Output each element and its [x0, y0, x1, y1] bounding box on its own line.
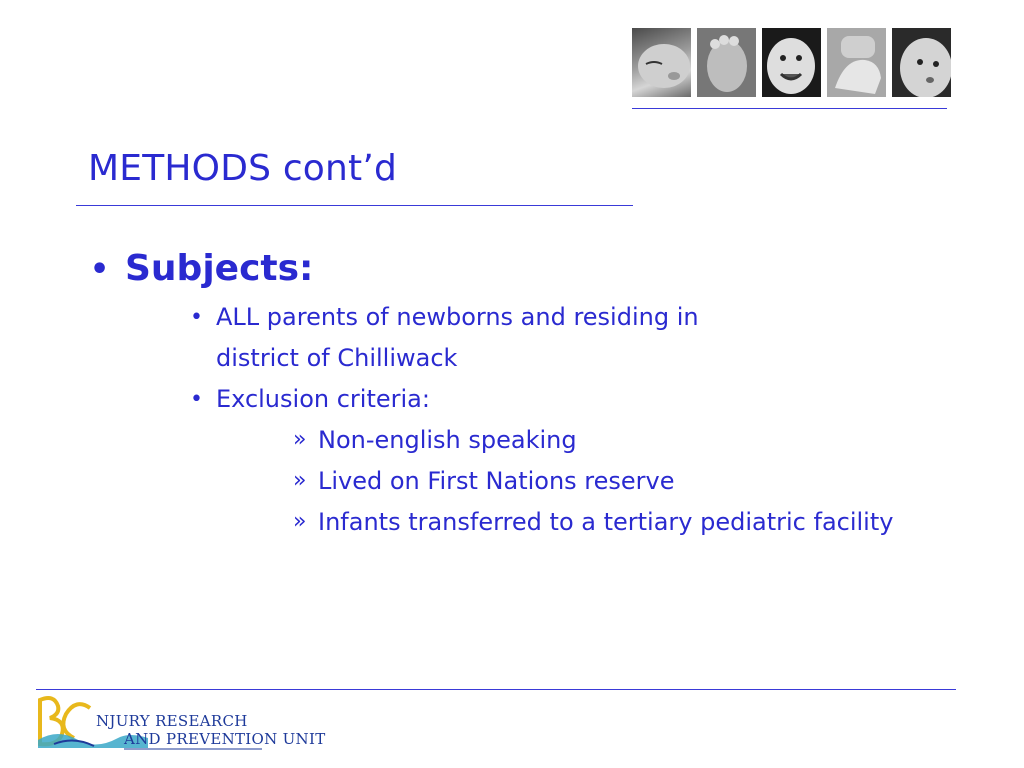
baby-hand-photo [827, 28, 886, 97]
bullet-exclusion-text: Exclusion criteria: [216, 385, 430, 413]
bullet-subjects-text: Subjects: [125, 248, 314, 289]
title-divider [76, 205, 633, 206]
bullet-infants-transferred [293, 505, 918, 539]
bullet-exclusion [190, 379, 430, 420]
bullet-subjects [90, 248, 313, 292]
baby-smiling-photo [762, 28, 821, 97]
bullet-mark: » [293, 509, 307, 534]
bullet-infants-transferred-text: Infants transferred to a tertiary pediatric facility [318, 508, 894, 536]
bullet-mark: » [293, 468, 307, 493]
bullet-non-english-text: Non-english speaking [318, 426, 577, 454]
logo-line1: NJURY RESEARCH [96, 712, 248, 730]
bullet-all-parents-line1: ALL parents of newborns and residing in [216, 303, 699, 331]
bullet-first-nations-text: Lived on First Nations reserve [318, 467, 675, 495]
bullet-all-parents [190, 297, 699, 379]
bullet-all-parents-line2: district of Chilliwack [216, 344, 458, 372]
bullet-mark: • [90, 252, 110, 287]
bullet-mark: » [293, 427, 307, 452]
bullet-mark: • [190, 387, 203, 412]
bullet-mark: • [190, 305, 203, 330]
injury-research-logo [34, 694, 326, 756]
photo-strip [632, 28, 951, 97]
bullet-non-english [293, 423, 938, 457]
slide-title: METHODS cont’d [88, 148, 398, 189]
baby-sleeping-photo [632, 28, 691, 97]
bottom-divider [36, 689, 956, 690]
logo-line2: AND PREVENTION UNIT [124, 730, 326, 748]
baby-face-photo [892, 28, 951, 97]
baby-feet-photo [697, 28, 756, 97]
bullet-first-nations [293, 464, 938, 498]
top-divider [632, 108, 947, 109]
